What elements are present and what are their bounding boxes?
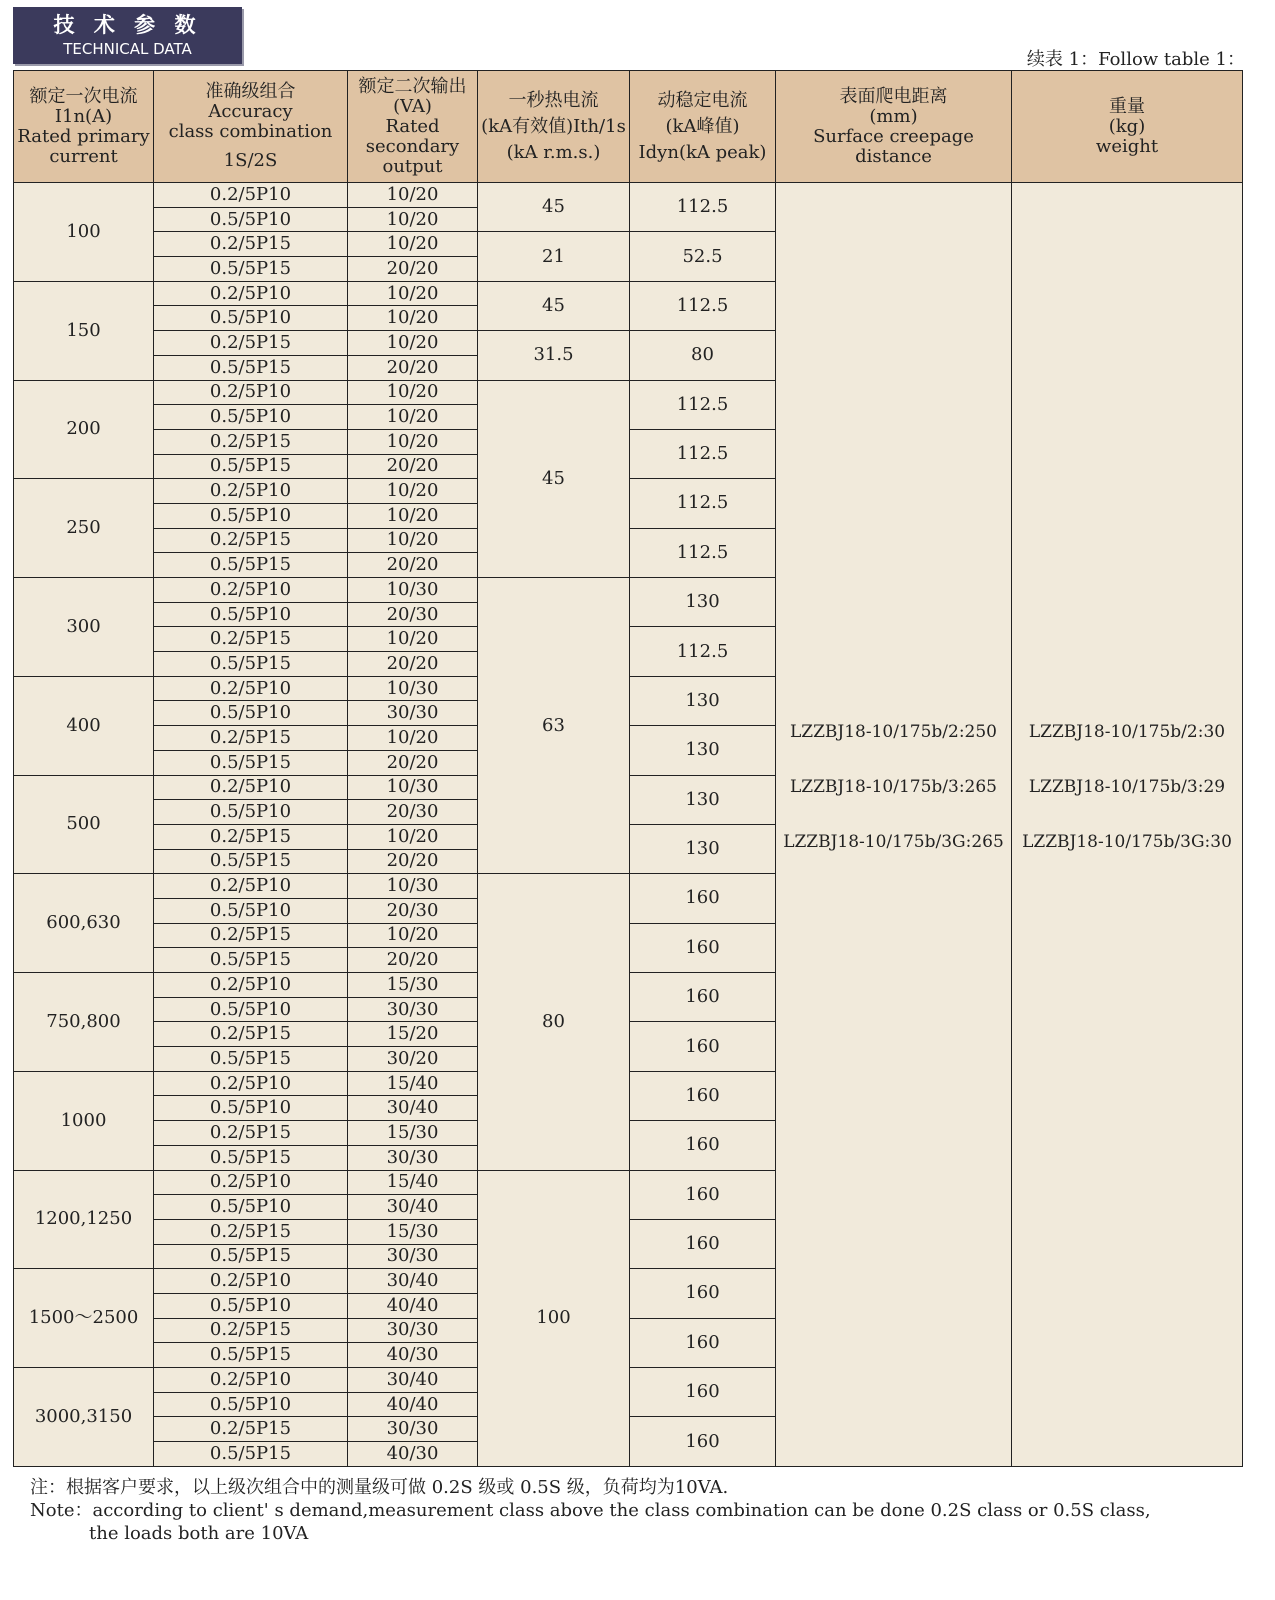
primary-current-cell: 150 xyxy=(14,281,154,380)
dynamic-current-cell: 130 xyxy=(630,676,776,725)
secondary-output-cell: 15/40 xyxy=(348,1170,478,1195)
accuracy-class-cell: 0.2/5P15 xyxy=(154,232,348,257)
accuracy-class-cell: 0.2/5P15 xyxy=(154,1318,348,1343)
primary-current-cell: 250 xyxy=(14,479,154,578)
primary-current-cell: 1000 xyxy=(14,1071,154,1170)
accuracy-class-cell: 0.2/5P10 xyxy=(154,1170,348,1195)
secondary-output-cell: 40/30 xyxy=(348,1343,478,1368)
dynamic-current-cell: 112.5 xyxy=(630,627,776,676)
creepage-cell xyxy=(776,183,1012,1467)
dynamic-current-cell: 112.5 xyxy=(630,183,776,232)
secondary-output-cell: 20/20 xyxy=(348,948,478,973)
secondary-output-cell: 20/20 xyxy=(348,750,478,775)
creepage-value: LZZBJ18-10/175b/3:265 xyxy=(789,777,997,797)
technical-data-table xyxy=(13,70,1243,1467)
footnote-en-line1: Note：according to client' s demand,measurement class above the class combination can be done 0.2S class or 0.5S class, xyxy=(30,1500,1151,1521)
weight-cell xyxy=(1012,183,1243,1467)
accuracy-class-cell: 0.2/5P15 xyxy=(154,1417,348,1442)
secondary-output-cell: 10/30 xyxy=(348,676,478,701)
primary-current-cell: 600,630 xyxy=(14,874,154,973)
thermal-current-cell: 45 xyxy=(478,281,630,330)
header-accuracy-class: 准确级组合 Accuracy class combination 1S/2S xyxy=(154,71,348,183)
accuracy-class-cell: 0.5/5P15 xyxy=(154,355,348,380)
primary-current-cell: 100 xyxy=(14,183,154,282)
dynamic-current-cell: 160 xyxy=(630,1121,776,1170)
secondary-output-cell: 10/20 xyxy=(348,232,478,257)
primary-current-cell: 1500～2500 xyxy=(14,1269,154,1368)
secondary-output-cell: 10/30 xyxy=(348,874,478,899)
accuracy-class-cell: 0.2/5P15 xyxy=(154,726,348,751)
secondary-output-cell: 20/30 xyxy=(348,602,478,627)
dynamic-current-cell: 130 xyxy=(630,775,776,824)
accuracy-class-cell: 0.2/5P10 xyxy=(154,578,348,603)
thermal-current-cell: 63 xyxy=(478,578,630,874)
accuracy-class-cell: 0.5/5P15 xyxy=(154,553,348,578)
dynamic-current-cell: 112.5 xyxy=(630,380,776,429)
accuracy-class-cell: 0.2/5P15 xyxy=(154,528,348,553)
accuracy-class-cell: 0.2/5P15 xyxy=(154,1121,348,1146)
accuracy-class-cell: 0.2/5P15 xyxy=(154,923,348,948)
secondary-output-cell: 30/40 xyxy=(348,1096,478,1121)
secondary-output-cell: 10/20 xyxy=(348,306,478,331)
thermal-current-cell: 45 xyxy=(478,380,630,578)
dynamic-current-cell: 160 xyxy=(630,1022,776,1071)
header-rated-primary-current: 额定一次电流 I1n(A) Rated primary current xyxy=(14,71,154,183)
secondary-output-cell: 30/40 xyxy=(348,1195,478,1220)
follow-table-label: 续表 1：Follow table 1： xyxy=(1026,49,1245,70)
secondary-output-cell: 10/30 xyxy=(348,775,478,800)
accuracy-class-cell: 0.5/5P10 xyxy=(154,207,348,232)
secondary-output-cell: 10/20 xyxy=(348,824,478,849)
accuracy-class-cell: 0.5/5P15 xyxy=(154,1047,348,1072)
section-header-badge xyxy=(13,7,242,64)
table-header-row xyxy=(14,71,1243,183)
accuracy-class-cell: 0.2/5P10 xyxy=(154,183,348,208)
header-thermal-current: 一秒热电流 (kA有效值)Ith/1s (kA r.m.s.) xyxy=(478,71,630,183)
secondary-output-cell: 10/20 xyxy=(348,627,478,652)
primary-current-cell: 1200,1250 xyxy=(14,1170,154,1269)
secondary-output-cell: 10/20 xyxy=(348,923,478,948)
header-surface-creepage: 表面爬电距离 (mm) Surface creepage distance xyxy=(776,71,1012,183)
secondary-output-cell: 20/20 xyxy=(348,849,478,874)
accuracy-class-cell: 0.5/5P15 xyxy=(154,750,348,775)
dynamic-current-cell: 112.5 xyxy=(630,528,776,577)
primary-current-cell: 3000,3150 xyxy=(14,1368,154,1467)
thermal-current-cell: 21 xyxy=(478,232,630,281)
secondary-output-cell: 15/30 xyxy=(348,1121,478,1146)
accuracy-class-cell: 0.2/5P10 xyxy=(154,380,348,405)
thermal-current-cell: 100 xyxy=(478,1170,630,1466)
primary-current-cell: 200 xyxy=(14,380,154,479)
secondary-output-cell: 30/30 xyxy=(348,1318,478,1343)
dynamic-current-cell: 160 xyxy=(630,1071,776,1120)
accuracy-class-cell: 0.2/5P10 xyxy=(154,1368,348,1393)
dynamic-current-cell: 160 xyxy=(630,874,776,923)
accuracy-class-cell: 0.5/5P15 xyxy=(154,1145,348,1170)
secondary-output-cell: 10/20 xyxy=(348,479,478,504)
header-weight: 重量 (kg) weight xyxy=(1012,71,1243,183)
accuracy-class-cell: 0.2/5P15 xyxy=(154,627,348,652)
accuracy-class-cell: 0.2/5P15 xyxy=(154,429,348,454)
accuracy-class-cell: 0.2/5P10 xyxy=(154,1071,348,1096)
secondary-output-cell: 10/20 xyxy=(348,503,478,528)
accuracy-class-cell: 0.5/5P10 xyxy=(154,1096,348,1121)
accuracy-class-cell: 0.2/5P10 xyxy=(154,281,348,306)
accuracy-class-cell: 0.5/5P15 xyxy=(154,454,348,479)
accuracy-class-cell: 0.5/5P15 xyxy=(154,1442,348,1467)
secondary-output-cell: 10/20 xyxy=(348,726,478,751)
dynamic-current-cell: 160 xyxy=(630,973,776,1022)
secondary-output-cell: 10/20 xyxy=(348,281,478,306)
thermal-current-cell: 80 xyxy=(478,874,630,1170)
dynamic-current-cell: 130 xyxy=(630,726,776,775)
secondary-output-cell: 20/20 xyxy=(348,553,478,578)
weight-value: LZZBJ18-10/175b/2:30 xyxy=(1028,722,1226,742)
secondary-output-cell: 10/20 xyxy=(348,380,478,405)
secondary-output-cell: 20/30 xyxy=(348,800,478,825)
accuracy-class-cell: 0.2/5P15 xyxy=(154,1219,348,1244)
accuracy-class-cell: 0.2/5P10 xyxy=(154,874,348,899)
secondary-output-cell: 15/30 xyxy=(348,1219,478,1244)
secondary-output-cell: 40/40 xyxy=(348,1392,478,1417)
section-title-cn: 技 术 参 数 xyxy=(53,13,202,37)
secondary-output-cell: 15/30 xyxy=(348,973,478,998)
secondary-output-cell: 20/20 xyxy=(348,652,478,677)
secondary-output-cell: 30/30 xyxy=(348,1244,478,1269)
header-dynamic-current: 动稳定电流 (kA峰值) Idyn(kA peak) xyxy=(630,71,776,183)
secondary-output-cell: 10/20 xyxy=(348,207,478,232)
accuracy-class-cell: 0.5/5P10 xyxy=(154,602,348,627)
secondary-output-cell: 15/40 xyxy=(348,1071,478,1096)
primary-current-cell: 400 xyxy=(14,676,154,775)
accuracy-class-cell: 0.5/5P10 xyxy=(154,997,348,1022)
dynamic-current-cell: 160 xyxy=(630,1269,776,1318)
secondary-output-cell: 30/40 xyxy=(348,1269,478,1294)
accuracy-class-cell: 0.5/5P10 xyxy=(154,503,348,528)
accuracy-class-cell: 0.2/5P15 xyxy=(154,824,348,849)
weight-value: LZZBJ18-10/175b/3G:30 xyxy=(1022,832,1232,852)
accuracy-class-cell: 0.5/5P15 xyxy=(154,652,348,677)
secondary-output-cell: 30/30 xyxy=(348,1145,478,1170)
accuracy-class-cell: 0.5/5P15 xyxy=(154,1244,348,1269)
secondary-output-cell: 20/20 xyxy=(348,454,478,479)
accuracy-class-cell: 0.2/5P10 xyxy=(154,479,348,504)
primary-current-cell: 300 xyxy=(14,578,154,677)
accuracy-class-cell: 0.5/5P10 xyxy=(154,800,348,825)
secondary-output-cell: 30/30 xyxy=(348,701,478,726)
secondary-output-cell: 15/20 xyxy=(348,1022,478,1047)
accuracy-class-cell: 0.2/5P10 xyxy=(154,775,348,800)
dynamic-current-cell: 112.5 xyxy=(630,429,776,478)
primary-current-cell: 500 xyxy=(14,775,154,874)
dynamic-current-cell: 160 xyxy=(630,1219,776,1268)
secondary-output-cell: 10/20 xyxy=(348,528,478,553)
dynamic-current-cell: 160 xyxy=(630,1368,776,1417)
accuracy-class-cell: 0.5/5P15 xyxy=(154,849,348,874)
footnote-en-line2: the loads both are 10VA xyxy=(89,1523,309,1544)
primary-current-cell: 750,800 xyxy=(14,973,154,1072)
secondary-output-cell: 10/20 xyxy=(348,331,478,356)
creepage-value: LZZBJ18-10/175b/2:250 xyxy=(789,722,997,742)
dynamic-current-cell: 160 xyxy=(630,1417,776,1466)
table-body xyxy=(14,183,1243,1467)
weight-value: LZZBJ18-10/175b/3:29 xyxy=(1028,777,1226,797)
secondary-output-cell: 20/20 xyxy=(348,355,478,380)
dynamic-current-cell: 160 xyxy=(630,923,776,972)
dynamic-current-cell: 130 xyxy=(630,824,776,873)
secondary-output-cell: 10/20 xyxy=(348,183,478,208)
table-row xyxy=(14,183,1243,208)
accuracy-class-cell: 0.5/5P10 xyxy=(154,306,348,331)
secondary-output-cell: 20/20 xyxy=(348,257,478,282)
secondary-output-cell: 10/20 xyxy=(348,429,478,454)
accuracy-class-cell: 0.5/5P10 xyxy=(154,898,348,923)
accuracy-class-cell: 0.2/5P15 xyxy=(154,1022,348,1047)
accuracy-class-cell: 0.5/5P15 xyxy=(154,1343,348,1368)
accuracy-class-cell: 0.5/5P10 xyxy=(154,701,348,726)
dynamic-current-cell: 80 xyxy=(630,331,776,380)
dynamic-current-cell: 130 xyxy=(630,578,776,627)
accuracy-class-cell: 0.2/5P15 xyxy=(154,331,348,356)
secondary-output-cell: 10/30 xyxy=(348,578,478,603)
header-rated-secondary-output: 额定二次输出 (VA) Rated secondary output xyxy=(348,71,478,183)
secondary-output-cell: 20/30 xyxy=(348,898,478,923)
footnote xyxy=(30,1476,1260,1545)
secondary-output-cell: 40/30 xyxy=(348,1442,478,1467)
secondary-output-cell: 30/30 xyxy=(348,1417,478,1442)
dynamic-current-cell: 160 xyxy=(630,1318,776,1367)
dynamic-current-cell: 112.5 xyxy=(630,479,776,528)
accuracy-class-cell: 0.5/5P10 xyxy=(154,405,348,430)
accuracy-class-cell: 0.2/5P10 xyxy=(154,676,348,701)
accuracy-class-cell: 0.5/5P10 xyxy=(154,1392,348,1417)
dynamic-current-cell: 160 xyxy=(630,1170,776,1219)
secondary-output-cell: 30/20 xyxy=(348,1047,478,1072)
dynamic-current-cell: 52.5 xyxy=(630,232,776,281)
accuracy-class-cell: 0.5/5P15 xyxy=(154,257,348,282)
accuracy-class-cell: 0.5/5P10 xyxy=(154,1293,348,1318)
thermal-current-cell: 31.5 xyxy=(478,331,630,380)
secondary-output-cell: 40/40 xyxy=(348,1293,478,1318)
dynamic-current-cell: 112.5 xyxy=(630,281,776,330)
section-title-en: TECHNICAL DATA xyxy=(63,40,192,58)
secondary-output-cell: 30/30 xyxy=(348,997,478,1022)
creepage-value: LZZBJ18-10/175b/3G:265 xyxy=(783,832,1004,852)
thermal-current-cell: 45 xyxy=(478,183,630,232)
accuracy-class-cell: 0.5/5P10 xyxy=(154,1195,348,1220)
accuracy-class-cell: 0.5/5P15 xyxy=(154,948,348,973)
accuracy-class-cell: 0.2/5P10 xyxy=(154,1269,348,1294)
secondary-output-cell: 30/40 xyxy=(348,1368,478,1393)
secondary-output-cell: 10/20 xyxy=(348,405,478,430)
accuracy-class-cell: 0.2/5P10 xyxy=(154,973,348,998)
footnote-cn: 注：根据客户要求，以上级次组合中的测量级可做 0.2S 级或 0.5S 级，负荷均为10VA. xyxy=(30,1477,729,1498)
